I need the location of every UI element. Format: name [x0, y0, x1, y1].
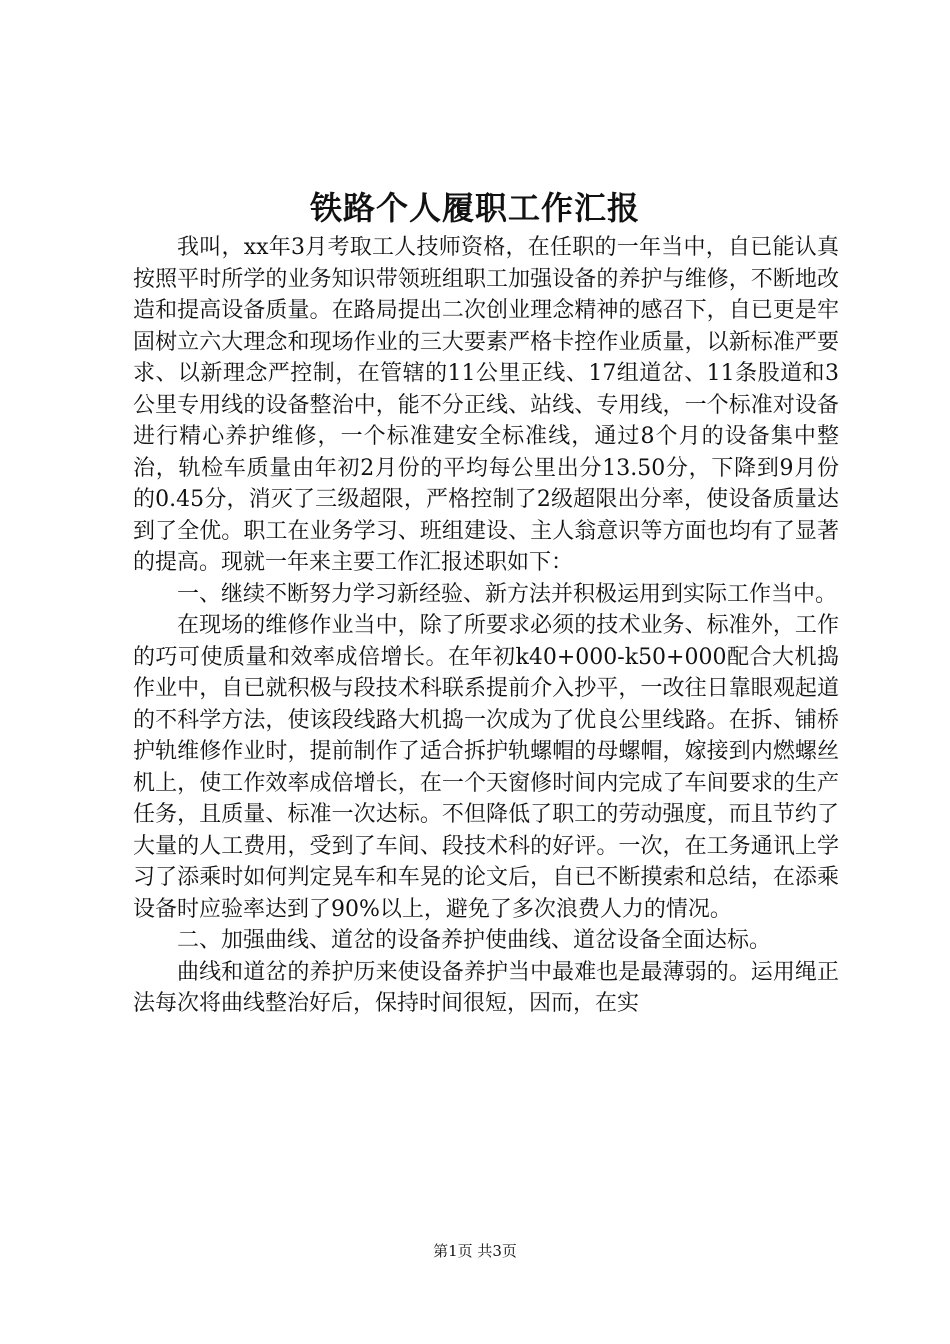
page-number-footer: 第1页 共3页 [433, 1242, 517, 1260]
paragraph-intro: 我叫，xx年3月考取工人技师资格，在任职的一年当中，自已能认真按照平时所学的业务知识带领班组职工加强设备的养护与维修，不断地改造和提高设备质量。在路局提出二次创业理念精神的感召下，自已更是牢固树立六大理念和现场作业的三大要素严格卡控作业质量，以新标准严要求、以新理念严控制，在管辖的11公里正线、17组道岔、11条股道和3公里专用线的设备整治中，能不分正线、站线、专用线，一个标准对设备进行精心养护维修，一个标准建安全标准线，通过8个月的设备集中整治，轨检车质量由年初2月份的平均每公里出分13.50分，下降到9月份的0.45分，消灭了三级超限，严格控制了2级超限出分率，使设备质量达到了全优。职工在业务学习、班组建设、主人翁意识等方面也均有了显著的提高。现就一年来主要工作汇报述职如下： [133, 235, 839, 575]
paragraph-section-2: 曲线和道岔的养护历来使设备养护当中最难也是最薄弱的。运用绳正法每次将曲线整治好后，保持时间很短，因而，在实 [133, 959, 839, 1016]
document-title: 铁路个人履职工作汇报 [309, 189, 640, 227]
paragraph-section-1: 在现场的维修作业当中，除了所要求必须的技术业务、标准外，工作的巧可使质量和效率成倍增长。在年初k40+000-k50+000配合大机捣作业中，自已就积极与段技术科联系提前介入抄平，一改往日靠眼观起道的不科学方法，使该段线路大机捣一次成为了优良公里线路。在拆、铺桥护轨维修作业时，提前制作了适合拆护轨螺帽的母螺帽，嫁接到内燃螺丝机上，使工作效率成倍增长，在一个天窗修时间内完成了车间要求的生产任务，且质量、标准一次达标。不但降低了职工的劳动强度，而且节约了大量的人工费用，受到了车间、段技术科的好评。一次，在工务通讯上学习了添乘时如何判定晃车和车晃的论文后，自已不断摸索和总结，在添乘设备时应验率达到了90%以上，避免了多次浪费人力的情况。 [133, 613, 839, 922]
section-heading-2: 二、加强曲线、道岔的设备养护使曲线、道岔设备全面达标。 [177, 928, 772, 953]
document-body [133, 232, 839, 1020]
section-heading-1: 一、继续不断努力学习新经验、新方法并积极运用到实际工作当中。 [177, 581, 838, 607]
